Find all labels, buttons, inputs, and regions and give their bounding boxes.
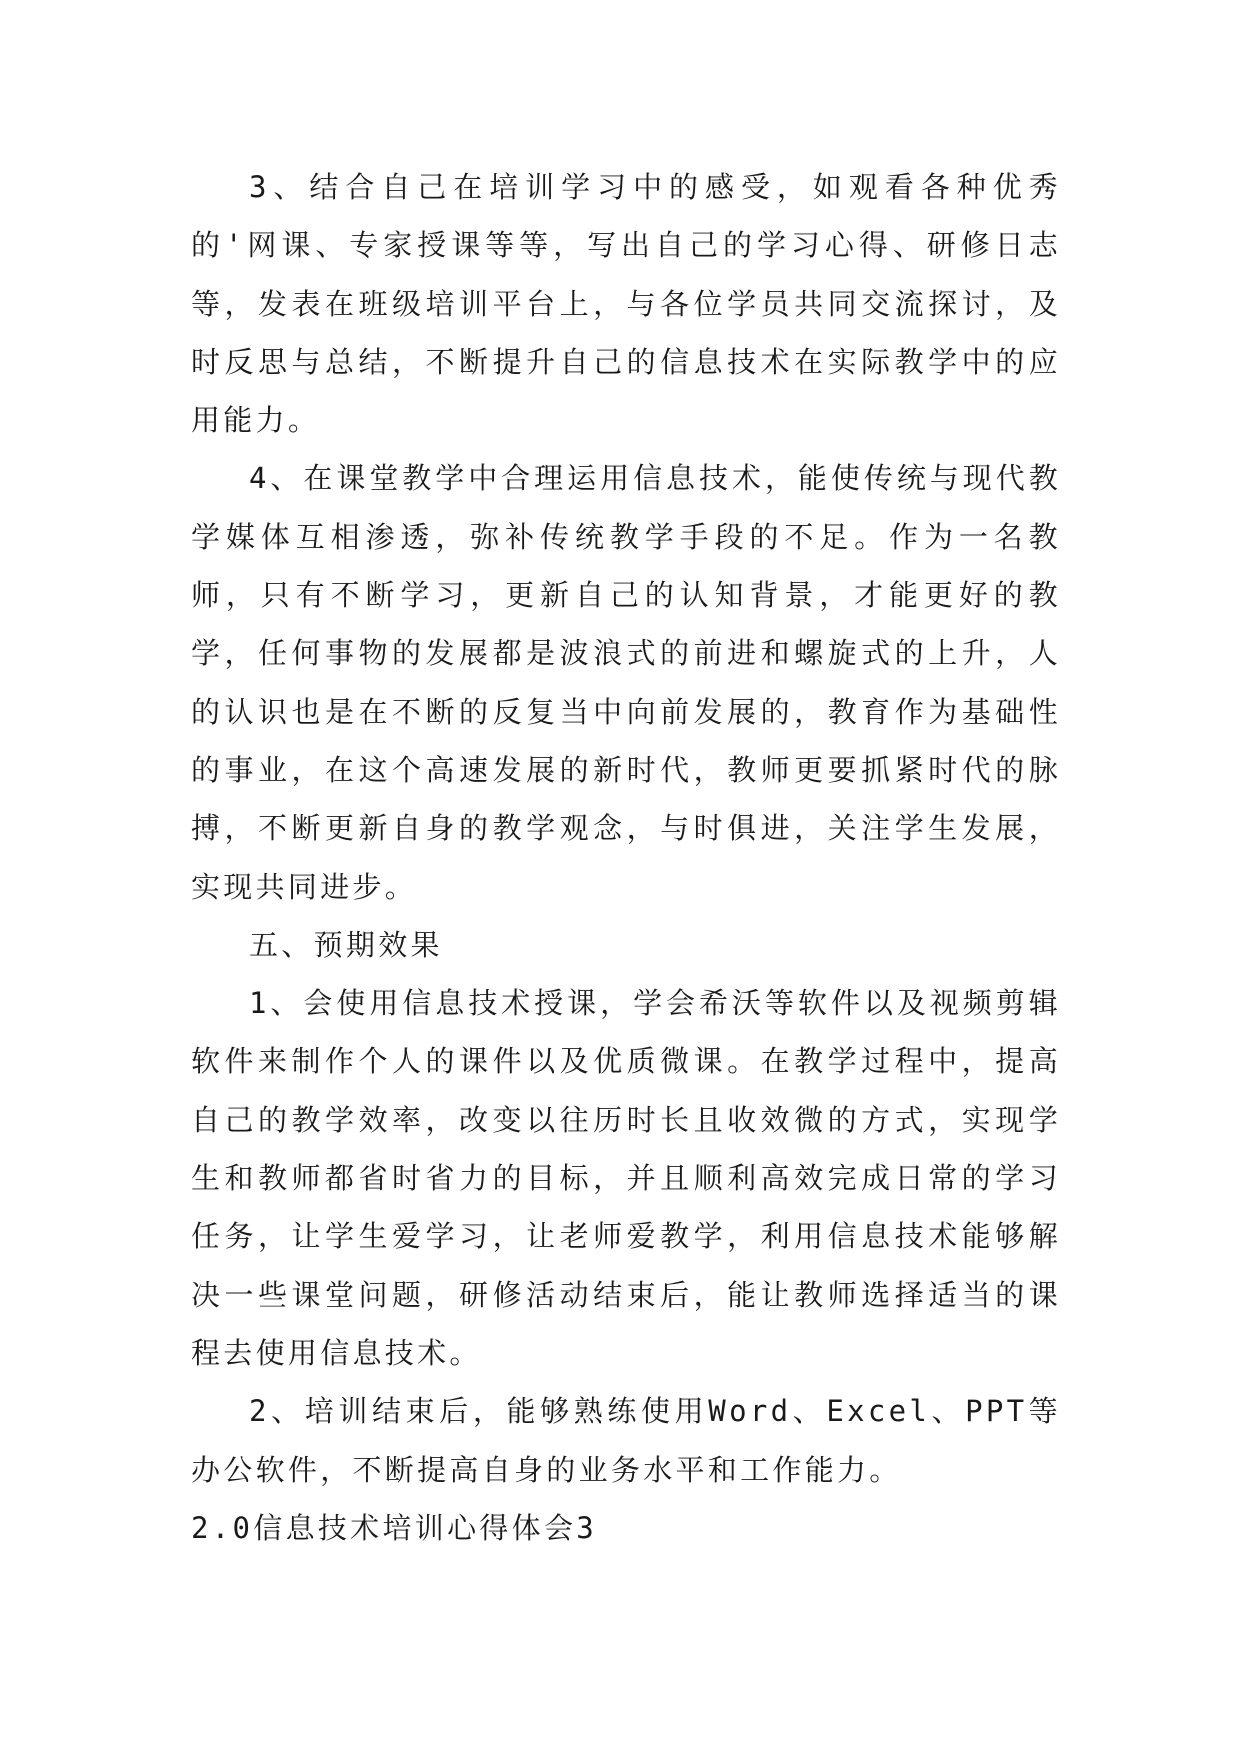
section-heading-expected-results: 五、预期效果 bbox=[249, 927, 443, 962]
paragraph-result-1: 1、会使用信息技术授课，学会希沃等软件以及视频剪辑软件来制作个人的课件以及优质微课。在教学过程中，提高自己的教学效率，改变以往历时长且收效微的方式，实现学生和教师都省时省力的目标，并且顺利高效完成日常的学习任务，让学生爱学习，让老师爱教学，利用信息技术能够解决一些课堂问题，研修活动结束后，能让教师选择适当的课程去使用信息技术。 bbox=[191, 986, 1061, 1370]
paragraph-result-2: 2、培训结束后，能够熟练使用Word、Excel、PPT等办公软件，不断提高自身的业务水平和工作能力。 bbox=[191, 1394, 1061, 1487]
next-article-title: 2.0信息技术培训心得体会3 bbox=[191, 1510, 598, 1545]
paragraph-item-3: 3、结合自己在培训学习中的感受，如观看各种优秀的'网课、专家授课等等，写出自己的学习心得、研修日志等，发表在班级培训平台上，与各位学员共同交流探讨，及时反思与总结，不断提升自己的信息技术在实际教学中的应用能力。 bbox=[191, 170, 1061, 438]
document-body bbox=[191, 158, 1061, 1557]
paragraph-item-4: 4、在课堂教学中合理运用信息技术，能使传统与现代教学媒体互相渗透，弥补传统教学手段的不足。作为一名教师，只有不断学习，更新自己的认知背景，才能更好的教学，任何事物的发展都是波浪式的前进和螺旋式的上升，人的认识也是在不断的反复当中向前发展的，教育作为基础性的事业，在这个高速发展的新时代，教师更要抓紧时代的脉搏，不断更新自身的教学观念，与时俱进，关注学生发展，实现共同进步。 bbox=[191, 461, 1061, 904]
